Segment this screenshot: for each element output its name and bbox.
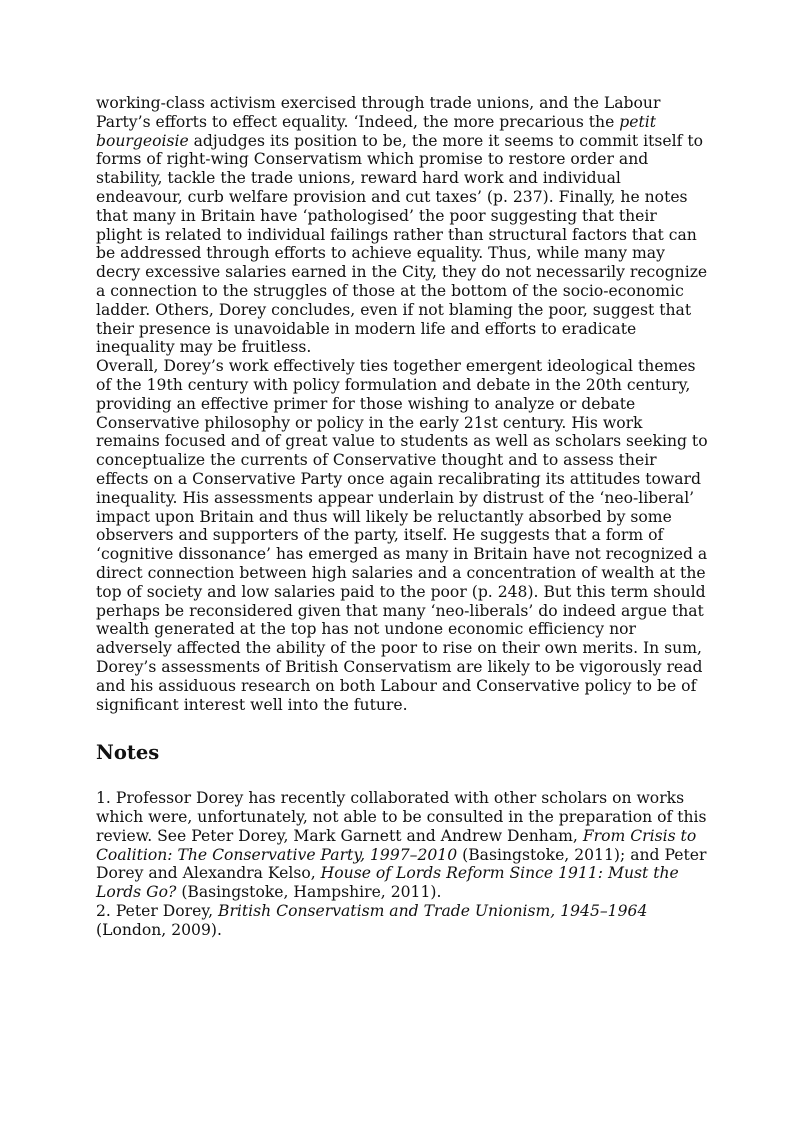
note-1-text-a: 1. Professor Dorey has recently collaborated with other scholars on works which were, unfortunately, not able to be consulted in the preparation of this review. See Peter Dorey, Mark Garnett and Andrew Denham, bbox=[96, 789, 707, 845]
document-page bbox=[96, 94, 708, 940]
note-1-text-b: (Basingstoke, 2011); and Peter Dorey and Alexandra Kelso, bbox=[96, 845, 707, 883]
note-2-text-a: 2. Peter Dorey, bbox=[96, 902, 218, 921]
paragraph-1-text-b: adjudges its position to be, the more it seems to commit itself to forms of right-wing Conservatism which promise to restore order and stability, tackle the trade unions, reward hard work and individual endeavour, curb welfare provision and cut taxes’ (p. 237). Finally, he notes that many in Britain have ‘pathologised’ the poor suggesting that their plight is related to individual failings rather than structural factors that can be addressed through efforts to achieve equality. Thus, while many may decry excessive salaries earned in the City, they do not necessarily recognize a connection to the struggles of those at the bottom of the socio-economic ladder. Others, Dorey concludes, even if not blaming the poor, suggest that their presence is unavoidable in modern life and efforts to eradicate inequality may be fruitless. bbox=[96, 131, 708, 357]
notes-heading: Notes bbox=[96, 741, 160, 765]
note-2-title-a: British Conservatism and Trade Unionism, 1945–1964 bbox=[218, 902, 648, 921]
body-paragraph-1 bbox=[96, 94, 708, 357]
note-1 bbox=[96, 789, 708, 902]
note-1-text-c: (Basingstoke, Hampshire, 2011). bbox=[176, 883, 442, 902]
note-1-title-a: From Crisis to Coalition: The Conservative Party, 1997–2010 bbox=[96, 826, 697, 864]
paragraph-1-italic-term: petit bourgeoisie bbox=[96, 112, 657, 150]
note-2-text-b: (London, 2009). bbox=[96, 920, 222, 939]
paragraph-1-text-a: working-class activism exercised through trade unions, and the Labour Party’s efforts to effect equality. ‘Indeed, the more precarious the bbox=[96, 94, 661, 131]
note-2 bbox=[96, 902, 708, 940]
note-1-title-b: House of Lords Reform Since 1911: Must the Lords Go? bbox=[96, 864, 679, 902]
body-paragraph-2: Overall, Dorey’s work effectively ties together emergent ideological themes of the 19th century with policy formulation and debate in the 20th century, providing an effective primer for those wishing to analyze or debate Conservative philosophy or policy in the early 21st century. His work remains focused and of great value to students as well as scholars seeking to conceptualize the currents of Conservative thought and to assess their effects on a Conservative Party once again recalibrating its attitudes toward inequality. His assessments appear underlain by distrust of the ‘neo-liberal’ impact upon Britain and thus will likely be reluctantly absorbed by some observers and supporters of the party, itself. He suggests that a form of ‘cognitive dissonance’ has emerged as many in Britain have not recognized a direct connection between high salaries and a concentration of wealth at the top of society and low salaries paid to the poor (p. 248). But this term should perhaps be reconsidered given that many ‘neo-liberals’ do indeed argue that wealth generated at the top has not undone economic efficiency nor adversely affected the ability of the poor to rise on their own merits. In sum, Dorey’s assessments of British Conservatism are likely to be vigorously read and his assiduous research on both Labour and Conservative policy to be of significant interest well into the future. bbox=[96, 357, 708, 714]
